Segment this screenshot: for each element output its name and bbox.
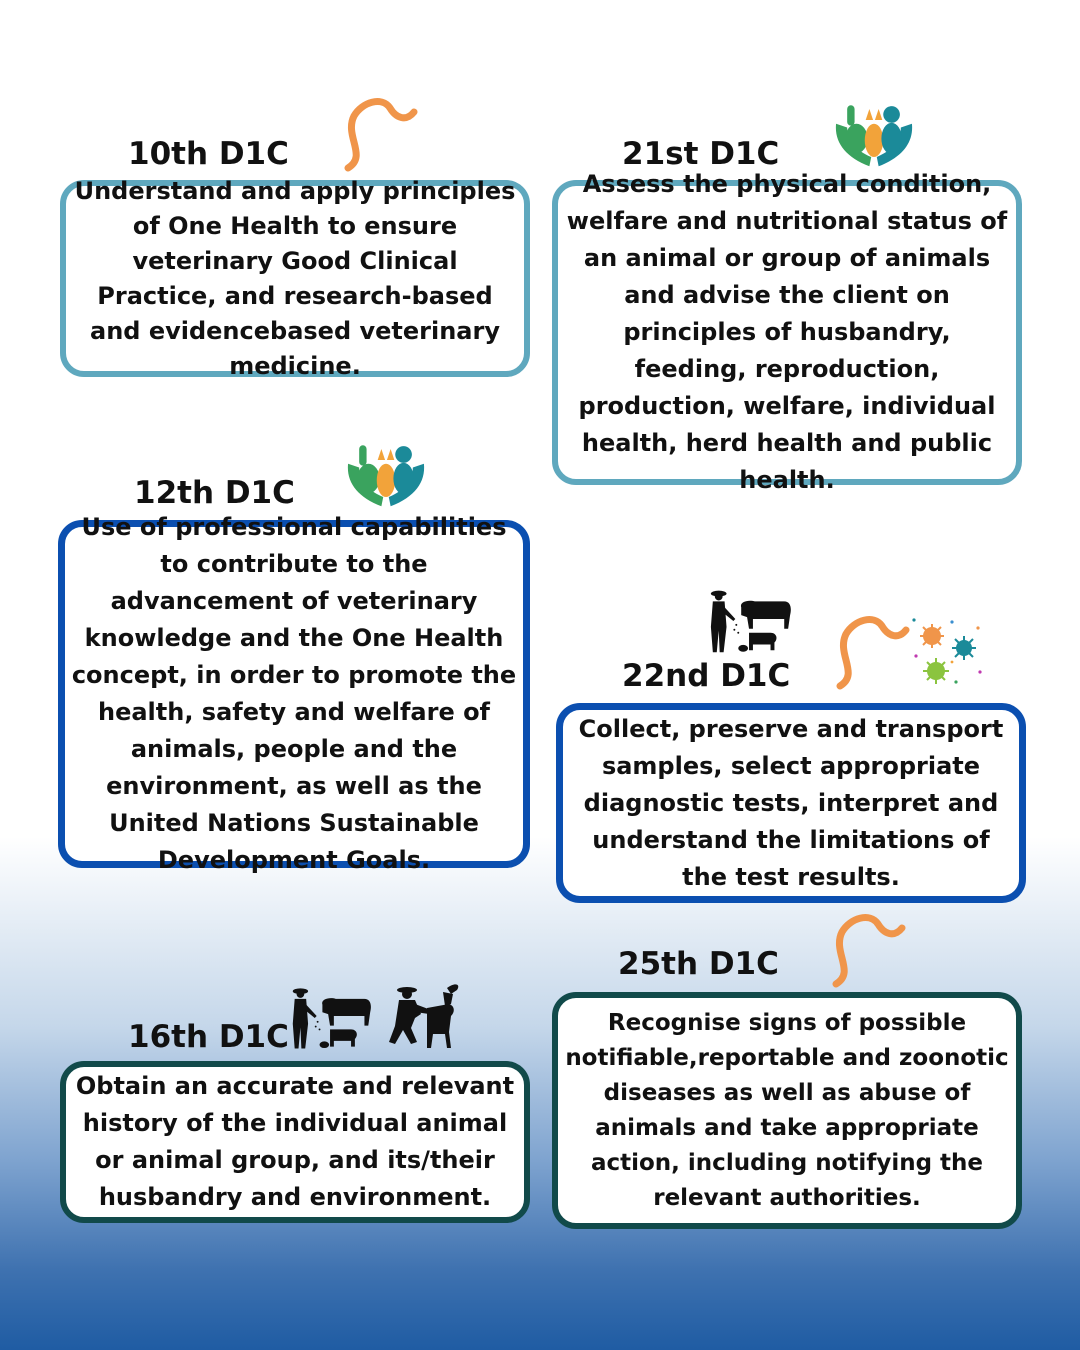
competency-card-25th [552,992,1022,1229]
card-heading-21st: 21st D1C [622,136,780,172]
worm-icon [338,94,418,174]
caring-hands-animals-icon [832,96,916,170]
card-heading-10th: 10th D1C [128,136,289,172]
card-heading-25th: 25th D1C [618,946,779,982]
card-text-12th: Use of professional capabilities to contribute to the advancement of veterinary knowledge and the One Health concept, in order to promote the health, safety and welfare of animals, people and the environment, as well as the United Nations Sustainable Development Goals. [71,513,517,874]
competency-card-22nd [556,703,1026,903]
card-text-10th: Understand and apply principles of One Health to ensure veterinary Good Clinical Practice, and research-based and evidencebased veterinary medicine. [74,176,516,380]
farmer-livestock-icon [288,982,374,1052]
farmer-livestock-icon [706,584,794,656]
microbes-icon [908,612,988,692]
card-text-25th: Recognise signs of possible notifiable,reportable and zoonotic diseases as well as abuse of animals and take appropriate action, including notifying the relevant authorities. [565,1009,1009,1211]
card-text-16th: Obtain an accurate and relevant history of the individual animal or animal group, and its/their husbandry and environment. [75,1072,515,1211]
caring-hands-animals-icon [344,436,428,510]
worm-icon [830,612,910,692]
worm-icon [826,910,906,990]
competency-card-10th [60,176,530,380]
card-text-22nd: Collect, preserve and transport samples, select appropriate diagnostic tests, interpret and understand the limitations of the test results. [578,714,1004,891]
competency-card-16th [60,1061,530,1223]
card-heading-16th: 16th D1C [128,1019,289,1055]
card-heading-12th: 12th D1C [134,475,295,511]
card-text-21st: Assess the physical condition, welfare and nutritional status of an animal or group of animals and advise the client on principles of husbandry, feeding, reproduction, production, welfare, individual health, herd health and public health. [566,170,1008,494]
card-heading-22nd: 22nd D1C [622,658,791,694]
competency-card-12th [58,513,530,874]
competency-card-21st [552,170,1022,494]
vet-goat-icon [384,982,466,1052]
